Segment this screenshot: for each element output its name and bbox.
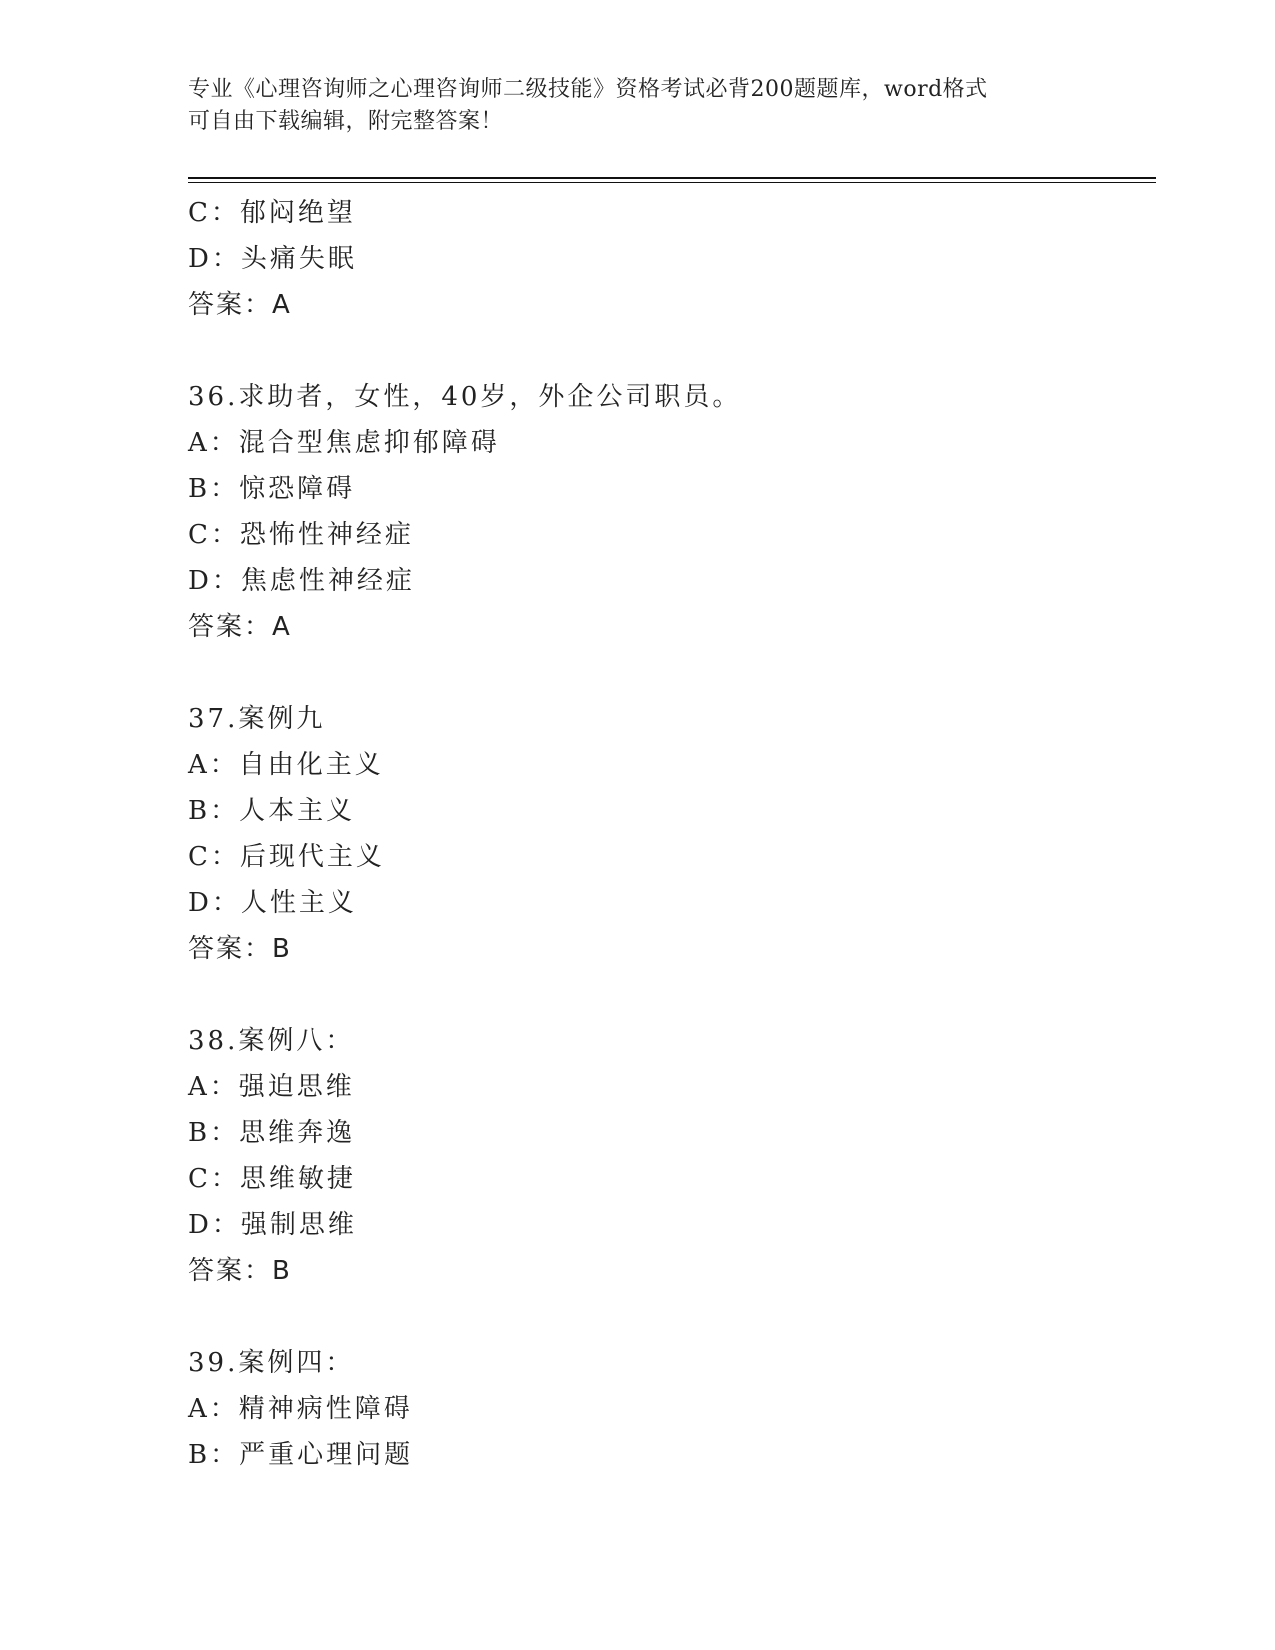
option-a: A：混合型焦虑抑郁障碍 — [188, 428, 500, 458]
answer-line: 答案：A — [188, 290, 292, 320]
option-d: D：强制思维 — [188, 1210, 357, 1240]
question-38 — [188, 1018, 1156, 1294]
question-spacer — [188, 972, 1156, 1018]
question-stem: 37.案例九 — [188, 704, 326, 734]
question-list — [188, 190, 1156, 1478]
document-header — [188, 74, 1088, 138]
question-36 — [188, 374, 1156, 650]
question-39 — [188, 1340, 1156, 1478]
option-d: D：人性主义 — [188, 888, 357, 918]
answer-line: 答案：A — [188, 612, 292, 642]
answer-line: 答案：B — [188, 1256, 292, 1286]
option-a: A：自由化主义 — [188, 750, 384, 780]
option-a: A：强迫思维 — [188, 1072, 355, 1102]
option-c: C：郁闷绝望 — [188, 198, 356, 228]
option-b: B：惊恐障碍 — [188, 474, 356, 504]
option-c: C：思维敏捷 — [188, 1164, 356, 1194]
question-stem: 39.案例四： — [188, 1348, 355, 1378]
question-stem: 36.求助者，女性，40岁，外企公司职员。 — [188, 382, 742, 412]
header-title-line-1: 专业《心理咨询师之心理咨询师二级技能》资格考试必背200题题库，word格式 — [188, 77, 988, 102]
option-c: C：恐怖性神经症 — [188, 520, 414, 550]
question-stem: 38.案例八： — [188, 1026, 355, 1056]
question-spacer — [188, 1294, 1156, 1340]
option-d: D：头痛失眠 — [188, 244, 357, 274]
question-spacer — [188, 328, 1156, 374]
question-35-tail — [188, 190, 1156, 328]
answer-line: 答案：B — [188, 934, 292, 964]
header-title-line-2: 可自由下载编辑，附完整答案！ — [188, 109, 504, 134]
header-divider-thin — [188, 182, 1156, 183]
option-b: B：人本主义 — [188, 796, 356, 826]
option-d: D：焦虑性神经症 — [188, 566, 415, 596]
question-spacer — [188, 650, 1156, 696]
option-a: A：精神病性障碍 — [188, 1394, 413, 1424]
option-b: B：思维奔逸 — [188, 1118, 356, 1148]
option-b: B：严重心理问题 — [188, 1440, 414, 1470]
option-c: C：后现代主义 — [188, 842, 385, 872]
question-37 — [188, 696, 1156, 972]
header-divider-thick — [188, 177, 1156, 179]
